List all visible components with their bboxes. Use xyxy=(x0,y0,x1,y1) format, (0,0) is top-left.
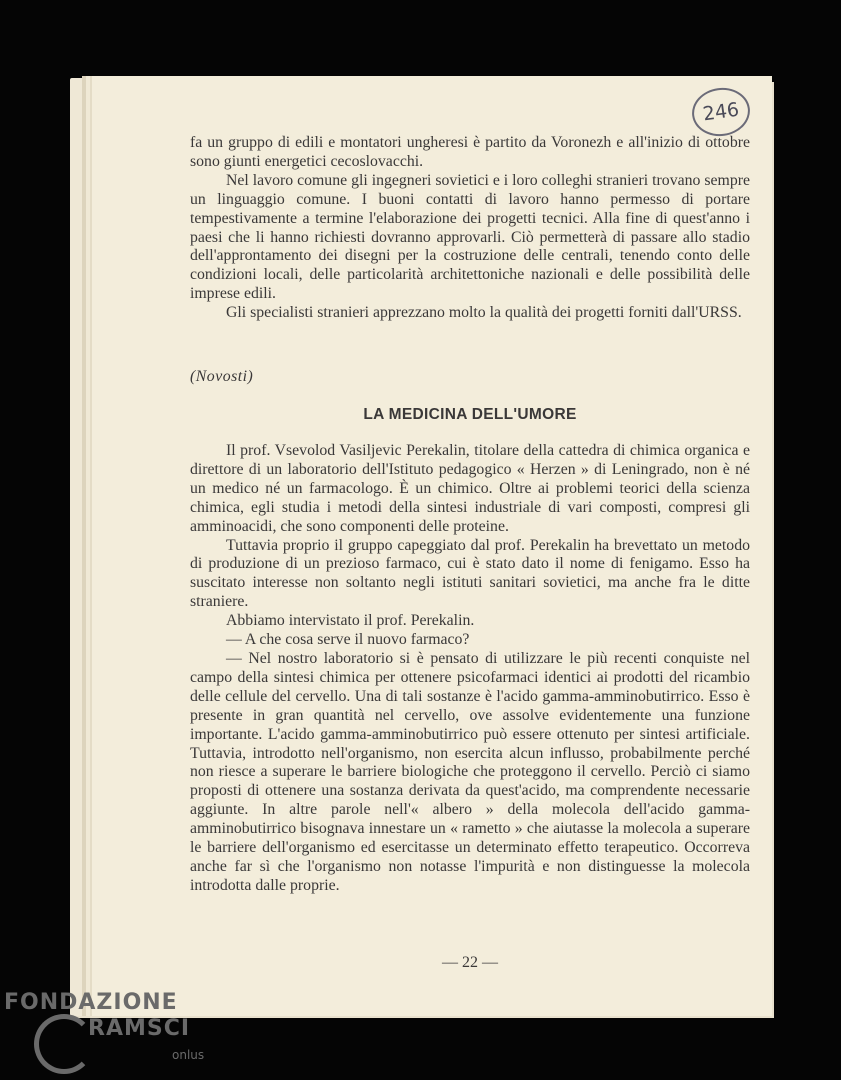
page-folio: — 22 — xyxy=(442,954,498,971)
paragraph: fa un gruppo di edili e montatori ungheresi è partito da Voronezh e all'inizio di ottobre sono giunti energetici cecoslovacchi. xyxy=(190,134,750,170)
article-continuation xyxy=(190,134,750,323)
source-attribution: (Novosti) xyxy=(190,368,254,385)
paragraph: Gli specialisti stranieri apprezzano molto la qualità dei progetti forniti dall'URSS. xyxy=(226,304,742,322)
paragraph: — A che cosa serve il nuovo farmaco? xyxy=(226,631,470,649)
article-title: LA MEDICINA DELL'UMORE xyxy=(363,406,577,423)
handwritten-page-number: 246 xyxy=(689,84,753,140)
watermark-logo-text-2: RAMSCI xyxy=(88,1016,191,1041)
watermark-g-icon xyxy=(34,1014,94,1074)
paragraph: Tuttavia proprio il gruppo capeggiato dal prof. Perekalin ha brevettato un metodo di produzione di un prezioso farmaco, cui è stato dato il nome di fenigamo. Esso ha suscitato interesse non soltanto negli istituti sanitari sovietici, ma anche fra le ditte straniere. xyxy=(190,536,750,611)
paragraph: Il prof. Vsevolod Vasiljevic Perekalin, titolare della cattedra di chimica organica e direttore di un laboratorio dell'Istituto pedagogico « Herzen » di Leningrado, non è né un medico né un farmacologo. È un chimico. Oltre ai problemi teorici della scienza chimica, egli studia i metodi della sintesi industriale di vari composti, compresi gli amminoacidi, che sono componenti delle proteine. xyxy=(190,442,750,535)
watermark-onlus: onlus xyxy=(172,1048,205,1062)
paragraph: Nel lavoro comune gli ingegneri sovietici e i loro colleghi stranieri trovano sempre un linguaggio comune. I buoni contatti di lavoro hanno permesso di portare tempestivamente a termine l'elaborazione dei progetti tecnici. Alla fine di quest'anno i paesi che li hanno richiesti dovranno approvarli. Ciò permetterà di passare allo stadio dell'approntamento dei disegni per la costruzione delle centrali, tenendo conto delle condizioni locali, delle particolarità architettoniche nazionali e delle possibilità delle imprese edili. xyxy=(190,171,750,303)
paragraph: — Nel nostro laboratorio si è pensato di utilizzare le più recenti conquiste nel campo della sintesi chimica per ottenere psicofarmaci identici ai prodotti del ricambio delle cellule del cervello. Una di tali sostanze è l'acido gamma-amminobutirrico. Esso è presente in gran quantità nel cervello, ove assolve evidentemente una funzione importante. L'acido gamma-amminobutirrico può essere ottenuto per sintesi artificiale. Tuttavia, introdotto nell'organismo, non esercita alcun influsso, probabilmente perché non riesce a superare le barriere biologiche che proteggono il cervello. Perciò ci siamo proposti di ottenere una sostanza derivata da quest'acido, ma comprendente necessarie aggiunte. In altre parole nell'« albero » della molecola dell'acido gamma-amminobutirrico bisognava innestare un « rametto » che aiutasse la molecola a superare le barriere dell'organismo ed esercitasse un determinato effetto terapeutico. Occorreva anche far sì che l'organismo non notasse l'impurità e non distinguesse la molecola introdotta dalle proprie. xyxy=(190,649,750,894)
paragraph: Abbiamo intervistato il prof. Perekalin. xyxy=(226,612,475,630)
watermark-logo-text: FONDAZIONE xyxy=(4,990,178,1015)
article-body xyxy=(190,442,750,896)
